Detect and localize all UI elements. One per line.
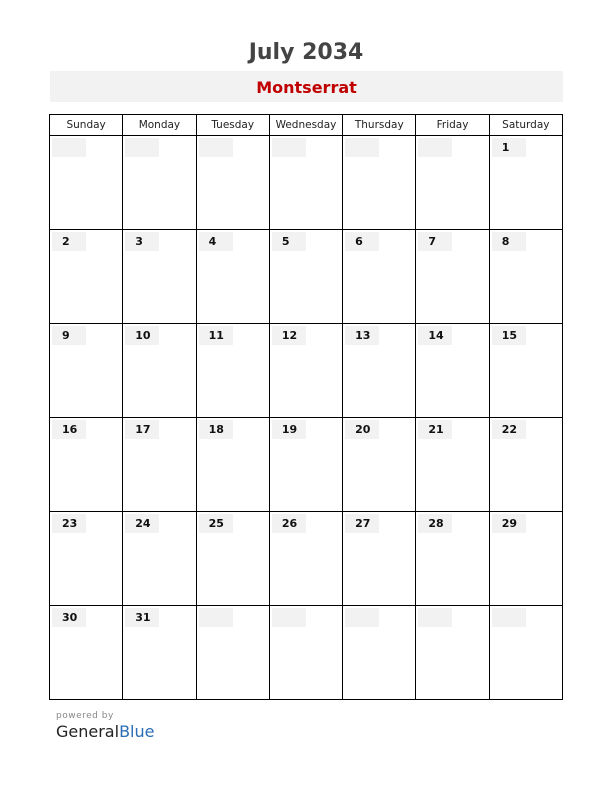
day-number: 28 (418, 514, 452, 533)
region-name: Montserrat (256, 78, 357, 97)
day-cell (489, 324, 562, 418)
powered-by-text: powered by (56, 711, 114, 721)
day-number: 21 (418, 420, 452, 439)
weekday-header: Friday (416, 115, 489, 136)
day-cell (196, 324, 269, 418)
day-cell (489, 606, 562, 700)
brand-logo[interactable] (56, 722, 154, 741)
day-cell (50, 512, 123, 606)
calendar-title: July 2034 (248, 40, 364, 65)
day-number: 2 (52, 232, 86, 251)
day-number (492, 608, 526, 627)
day-cell (50, 136, 123, 230)
day-number (52, 138, 86, 157)
weekday-header: Wednesday (269, 115, 342, 136)
day-cell (416, 136, 489, 230)
day-number: 16 (52, 420, 86, 439)
weekday-header: Tuesday (196, 115, 269, 136)
day-number: 9 (52, 326, 86, 345)
day-number: 11 (199, 326, 233, 345)
brand-blue: Blue (119, 722, 155, 741)
day-cell (489, 512, 562, 606)
day-number: 31 (125, 608, 159, 627)
day-cell (123, 418, 196, 512)
brand-general: General (56, 722, 120, 741)
day-cell (489, 230, 562, 324)
day-number: 14 (418, 326, 452, 345)
day-number: 27 (345, 514, 379, 533)
week-row (50, 136, 563, 230)
day-cell (343, 418, 416, 512)
day-cell (343, 606, 416, 700)
day-number (199, 138, 233, 157)
day-cell (123, 512, 196, 606)
day-number: 13 (345, 326, 379, 345)
day-cell (416, 324, 489, 418)
day-cell (50, 324, 123, 418)
day-number: 6 (345, 232, 379, 251)
day-cell (343, 324, 416, 418)
day-cell (123, 324, 196, 418)
day-cell (50, 606, 123, 700)
day-cell (269, 136, 342, 230)
day-cell (269, 324, 342, 418)
day-cell (489, 418, 562, 512)
day-cell (343, 230, 416, 324)
day-cell (343, 136, 416, 230)
day-cell (343, 512, 416, 606)
region-banner (50, 71, 563, 102)
week-row (50, 230, 563, 324)
day-number: 4 (199, 232, 233, 251)
day-number (418, 138, 452, 157)
day-cell (269, 230, 342, 324)
day-number: 1 (492, 138, 526, 157)
day-number: 23 (52, 514, 86, 533)
day-number: 24 (125, 514, 159, 533)
day-cell (416, 230, 489, 324)
calendar-grid (49, 114, 563, 700)
day-number (125, 138, 159, 157)
day-cell (196, 418, 269, 512)
day-cell (416, 606, 489, 700)
day-number: 30 (52, 608, 86, 627)
day-cell (123, 606, 196, 700)
day-number: 26 (272, 514, 306, 533)
day-cell (269, 418, 342, 512)
day-cell (196, 230, 269, 324)
day-cell (123, 136, 196, 230)
day-cell (416, 418, 489, 512)
weekday-header: Sunday (50, 115, 123, 136)
week-row (50, 418, 563, 512)
day-cell (196, 606, 269, 700)
day-cell (269, 512, 342, 606)
week-row (50, 324, 563, 418)
day-number: 7 (418, 232, 452, 251)
day-number (345, 138, 379, 157)
day-number: 29 (492, 514, 526, 533)
day-number (199, 608, 233, 627)
day-cell (196, 512, 269, 606)
day-number: 18 (199, 420, 233, 439)
day-cell (416, 512, 489, 606)
weekday-header: Saturday (489, 115, 562, 136)
day-number (345, 608, 379, 627)
day-cell (269, 606, 342, 700)
footer (56, 711, 154, 741)
day-number: 12 (272, 326, 306, 345)
day-number: 19 (272, 420, 306, 439)
weekday-header: Monday (123, 115, 196, 136)
week-row (50, 512, 563, 606)
day-number: 15 (492, 326, 526, 345)
day-number: 8 (492, 232, 526, 251)
day-cell (50, 230, 123, 324)
day-number: 22 (492, 420, 526, 439)
day-number (418, 608, 452, 627)
day-number: 10 (125, 326, 159, 345)
day-cell (196, 136, 269, 230)
week-row (50, 606, 563, 700)
day-cell (50, 418, 123, 512)
day-number: 5 (272, 232, 306, 251)
day-cell (489, 136, 562, 230)
day-number (272, 608, 306, 627)
day-number (272, 138, 306, 157)
day-cell (123, 230, 196, 324)
weekday-header: Thursday (343, 115, 416, 136)
day-number: 20 (345, 420, 379, 439)
weekday-header-row (50, 115, 563, 136)
day-number: 17 (125, 420, 159, 439)
day-number: 3 (125, 232, 159, 251)
day-number: 25 (199, 514, 233, 533)
